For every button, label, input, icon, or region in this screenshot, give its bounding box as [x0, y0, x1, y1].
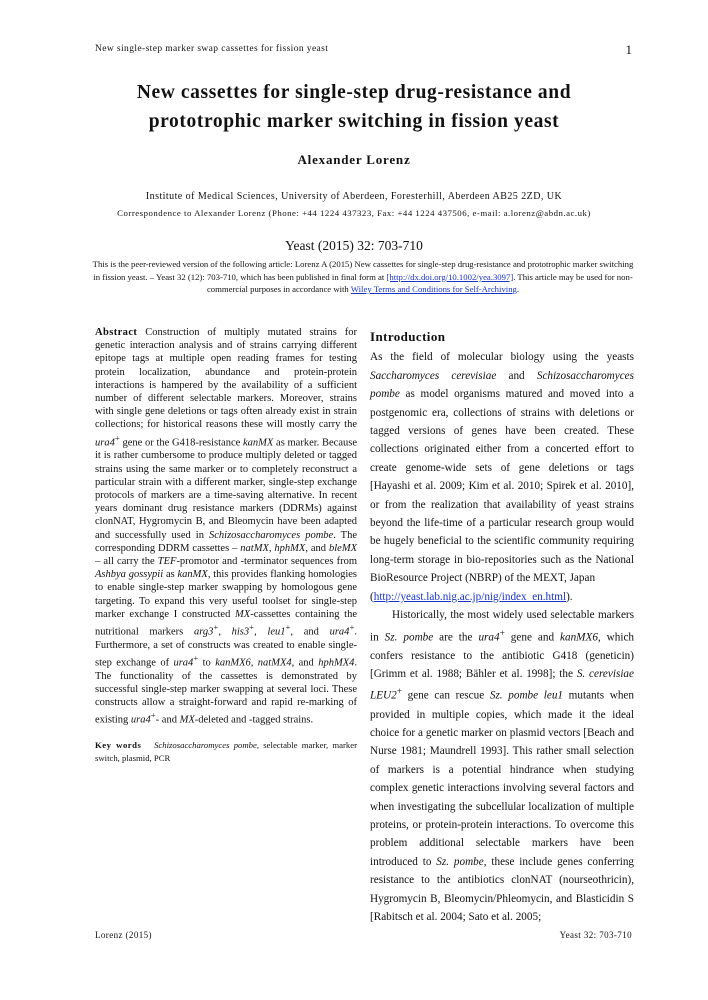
doi-link[interactable]: [http://dx.doi.org/10.1002/yea.3097]: [386, 271, 514, 282]
author-affiliation: Institute of Medical Sciences, University of Aberdeen, Foresterhill, Aberdeen AB25 2ZD, UK: [145, 191, 563, 202]
nbrp-link[interactable]: http://yeast.lab.nig.ac.jp/nig/index_en.html: [373, 590, 567, 603]
journal-citation: Yeast (2015) 32: 703-710: [285, 238, 423, 253]
introduction-heading: Introduction: [370, 329, 446, 344]
notice-text: This is the peer-reviewed version of the following article: Lorenz A (2015) New cassettes for single-step drug-resistance and prototrophic marker switching in fission yeast. – Yeast 32 (12): 703-710, which has been published in final form at: [92, 259, 634, 282]
article-title: [60, 78, 648, 136]
page-number: 1: [625, 42, 632, 57]
page-header: [95, 44, 632, 60]
running-title: New single-step marker swap cassettes for fission yeast: [95, 44, 329, 54]
abstract: Abstract Construction of multiply mutated strains for genetic interaction analysis and of strains carrying different epitope tags at multiple open reading frames for testing protein localization, abundance and protein-protein interactions is hampered by the availability of a sufficient number of different selectable markers. Moreover, strains with single gene deletions or tags often already exist in strain collections; for historical reasons these will mostly carry the ura4+ gene or the G418-resistance kanMX as marker. Because it is rather cumbersome to produce multiply deleted or tagged strains using the same marker or to completely reconstruct a particular strain with a different marker, single-step exchange protocols of markers are a time-saving alternative. In recent years dominant drug resistance markers (DDRMs) against clonNAT, Hygromycin B, and Bleomycin have been adapted and successfully used in Schizosaccharomyces pombe. The corresponding DDRM cassettes – natMX, hphMX, and bleMX – all carry the TEF-promotor and -terminator sequences from Ashbya gossypii as kanMX, this provides flanking homologies to enable single-step marker swapping by homologous gene targeting. To expand this very useful toolset for single-step marker exchange I constructed MX-cassettes containing the nutritional markers arg3+, his3+, leu1+, and ura4+. Furthermore, a set of constructs was created to enable single-step exchange of ura4+ to kanMX6, natMX4, and hphMX4. The functionality of the cassettes is demonstrated by successful single-step marker swapping at several loci. These constructs allow a straight-forward and rapid re-marking of existing ura4+- and MX-deleted and -tagged strains.: [95, 327, 357, 726]
abstract-label: Abstract: [95, 327, 138, 338]
abstract-column: [95, 326, 357, 765]
footer-author-year: Lorenz (2015): [95, 930, 152, 940]
intro-paragraph-2: Historically, the most widely used selectable markers in Sz. pombe are the ura4+ gene and kanMX6, which confers resistance to the antibiotic G418 (geneticin) [Grimm et al. 1988; Bähler et al. 1998]; the S. cerevisiae LEU2+ gene can rescue Sz. pombe leu1 mutants when provided in multiple copies, which made it the ideal choice for a genetic marker on plasmid vectors [Beach and Nurse 1981; Maundrell 1993]. This rather small selection of markers is a potential hindrance when studying complex genetic interactions involving several factors and when investigating the subcellular localization of multiple proteins, or protein-protein interactions. To overcome this problem additional selectable markers have been introduced to Sz. pombe, these include genes conferring resistance to the antibiotics clonNAT (nourseothricin), Hygromycin B, Bleomycin/Phleomycin, and Blasticidin S [Rabitsch et al. 2004; Sato et al. 2005;: [370, 609, 635, 924]
correspondence-line: Correspondence to Alexander Lorenz (Phone: +44 1224 437323, Fax: +44 1224 437506, e-mail: a.lorenz@abdn.ac.uk): [117, 208, 591, 218]
wiley-terms-link[interactable]: Wiley Terms and Conditions for Self-Archiving: [350, 284, 517, 295]
archiving-notice: [90, 258, 636, 296]
author-name: Alexander Lorenz: [297, 152, 411, 167]
keywords: Key words Schizosaccharomyces pombe, selectable marker, marker switch, plasmid, PCR: [95, 739, 358, 763]
notice-text: . This article may be used for non-commercial purposes in accordance with: [206, 271, 633, 295]
title-line-1: New cassettes for single-step drug-resistance and: [136, 82, 572, 103]
notice-text: .: [516, 284, 520, 295]
keywords-label: Key words: [95, 739, 142, 750]
footer-journal: Yeast 32: 703-710: [559, 930, 632, 940]
title-line-2: prototrophic marker switching in fission yeast: [148, 111, 560, 132]
intro-paragraph-1: As the field of molecular biology using the yeasts Saccharomyces cerevisiae and Schizosaccharomyces pombe as model organisms matured and moved into a postgenomic era, collections of strains with deletions or tagged versions of genes have been created. These collections originated either from a concerted effort to create genome-wide sets of gene deletions or tags [Hayashi et al. 2009; Kim et al. 2010; Spirek et al. 2010], or from the realization that availability of yeast strains beyond the life-time of a particular research group would be hugely beneficial to the scientific community requiring long-term storage in bio-repositories such as the National BioResource Project (NBRP) of the MEXT, Japan (http://yeast.lab.nig.ac.jp/nig/index_en.html).: [370, 351, 634, 603]
introduction-column: [370, 328, 634, 926]
